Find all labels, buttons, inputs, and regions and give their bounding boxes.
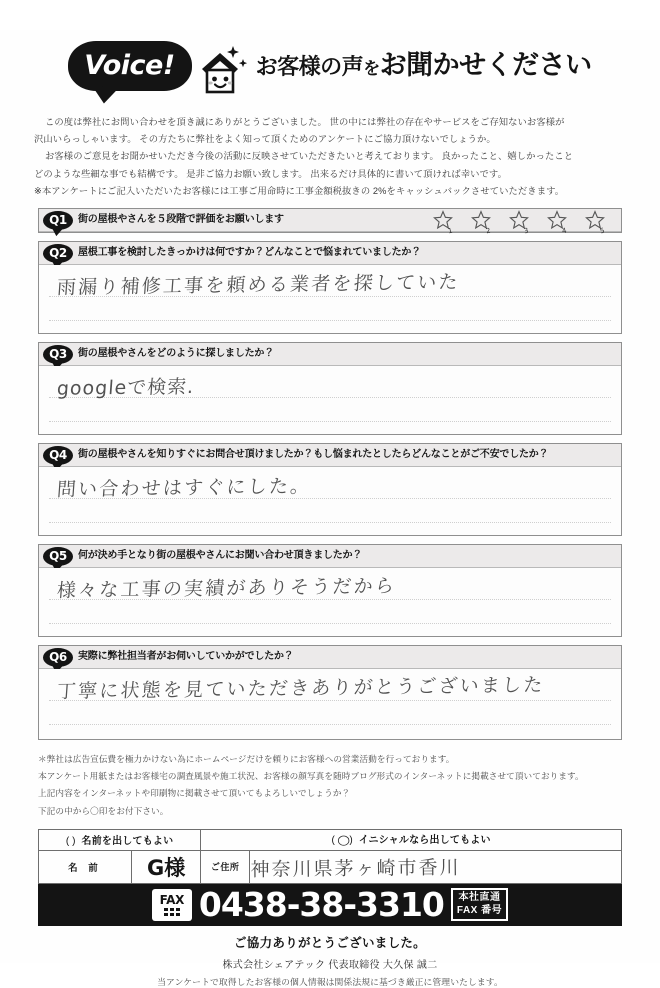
intro-line-5: ※本アンケートにご記入いただいたお客様には工事ご用命時に工事金額税抜きの 2%をキャッシュバックさせていただきます。 xyxy=(34,185,565,196)
consent-mark-initial: ○ xyxy=(336,833,351,849)
rating-star-number-4: 4 xyxy=(560,226,567,236)
logo-row xyxy=(0,30,660,102)
intro-line-2: 沢山いらっしゃいます。 その方たちに弊社をよく知って頂くためのアンケートにご協力頂けないでしょうか。 xyxy=(34,134,496,145)
question-title-q1: 街の屋根やさんを５段階で評価をお願いします xyxy=(78,213,284,225)
fax-tag-line-2: FAX 番号 xyxy=(456,904,503,916)
question-title-q5: 何が決め手となり街の屋根やさんにお聞い合わせ頂きましたか？ xyxy=(78,549,363,561)
rating-star-4[interactable] xyxy=(547,210,567,236)
note-line-4: 下記の中から〇印をお付下さい。 xyxy=(38,805,169,816)
question-title-q2: 屋根工事を検討したきっかけは何ですか？どんなことで悩まれていましたか？ xyxy=(78,246,421,258)
answer-rule xyxy=(49,421,611,422)
identity-table xyxy=(38,829,622,884)
question-block-q2 xyxy=(38,241,622,334)
address-field-value[interactable]: 神奈川県茅ヶ崎市香川 xyxy=(249,848,621,885)
answer-area-q5[interactable] xyxy=(39,568,621,636)
handwritten-answer-q6: 丁寧に状態を見ていただきありがとうございました xyxy=(56,673,546,703)
question-badge-q2: Q2 xyxy=(43,244,73,263)
answer-area-q6[interactable] xyxy=(39,669,621,739)
note-line-1: ＊弊社は広告宣伝費を極力かけない為にホームページだけを頼りにお客様への営業活動を行っております。 xyxy=(38,753,455,764)
fax-tag xyxy=(451,888,508,921)
consent-paren-close: ) xyxy=(349,835,356,847)
rating-star-2[interactable] xyxy=(471,210,491,236)
survey-page xyxy=(0,30,660,987)
smiling-house-icon xyxy=(196,43,250,95)
consent-option-initial[interactable] xyxy=(201,829,622,850)
handwritten-answer-q4: 問い合わせはすぐにした。 xyxy=(56,475,313,501)
answer-rule xyxy=(49,724,611,725)
note-line-2: 本アンケート用紙またはお客様宅の調査風景や施工状況、お客様の顔写真を随時ブログ形式のインターネットに掲載させて頂いております。 xyxy=(38,771,584,782)
question-header-q1 xyxy=(39,209,621,236)
consent-paren-open: ( xyxy=(331,835,338,847)
question-badge-q5: Q5 xyxy=(43,547,73,566)
answer-rule xyxy=(49,320,611,321)
consent-label-name: 名前を出してもよい xyxy=(81,836,174,848)
rating-star-number-2: 2 xyxy=(484,226,491,236)
name-field-value[interactable]: G様 xyxy=(132,850,201,883)
question-header-q2 xyxy=(39,242,621,265)
thanks-message: ご協力ありがとうございました。 xyxy=(233,935,426,950)
rating-star-number-5: 5 xyxy=(598,226,605,236)
question-badge-q4: Q4 xyxy=(43,446,73,465)
rating-star-3[interactable] xyxy=(509,210,529,236)
consent-label-initial: イニシャルなら出してもよい xyxy=(358,835,491,847)
intro-line-1: この度は弊社にお問い合わせを頂き誠にありがとうございました。 世の中には弊社の存在やサービスをご存知ないお客様が xyxy=(45,117,565,127)
rating-star-number-3: 3 xyxy=(522,226,529,236)
privacy-notice: 当アンケートで取得したお客様の個人情報は関係法規に基づき厳正に管理いたします。 xyxy=(157,976,503,987)
answer-area-q2[interactable] xyxy=(39,265,621,333)
question-block-q3 xyxy=(38,342,622,435)
voice-logo-bubble xyxy=(68,41,191,91)
fax-machine-icon xyxy=(152,889,192,921)
headline-particle: を xyxy=(363,58,380,79)
consent-paren-close: ) xyxy=(72,836,79,848)
page-title xyxy=(255,49,592,81)
answer-area-q4[interactable] xyxy=(39,467,621,535)
question-title-q3: 街の屋根やさんをどのように探しましたか？ xyxy=(78,347,274,359)
question-badge-q1: Q1 xyxy=(43,211,73,230)
fax-badge-text: FAX xyxy=(159,892,185,907)
question-header-q3 xyxy=(39,343,621,366)
question-badge-q3: Q3 xyxy=(43,345,73,364)
rating-stars-q1[interactable] xyxy=(433,210,615,236)
question-block-q5 xyxy=(38,544,622,637)
consent-option-name[interactable] xyxy=(39,829,201,850)
answer-rule xyxy=(49,623,611,624)
consent-paren-open: ( xyxy=(65,836,73,848)
page-header xyxy=(0,30,660,102)
voice-logo-text: Voice! xyxy=(84,50,175,81)
rating-star-1[interactable] xyxy=(433,210,453,236)
consent-row xyxy=(39,829,622,850)
fax-tag-line-1: 本社直通 xyxy=(458,892,501,904)
question-header-q6 xyxy=(39,646,621,669)
disclosure-notes xyxy=(38,751,622,820)
answer-rule xyxy=(49,522,611,523)
handwritten-answer-q5: 様々な工事の実績がありそうだから xyxy=(56,575,397,602)
intro-line-4: どのような些細な事でも結構です。 是非ご協力お願い致します。 出来るだけ具体的に書いて頂ければ幸いです。 xyxy=(34,168,507,179)
rating-star-number-1: 1 xyxy=(446,226,453,236)
question-badge-q6: Q6 xyxy=(43,648,73,667)
rating-star-5[interactable] xyxy=(585,210,605,236)
company-signature: 株式会社シェアテック 代表取締役 大久保 誠二 xyxy=(222,959,438,971)
headline-main: お客様の声 xyxy=(255,54,364,80)
note-line-3: 上記内容をインターネットや印刷物に掲載させて頂いてもよろしいでしょうか？ xyxy=(38,788,351,799)
address-field-label: ご住所 xyxy=(201,850,250,883)
headline-tail: お聞かせください xyxy=(379,49,592,81)
question-block-q1 xyxy=(38,208,622,236)
fax-number[interactable]: 0438-38-3310 xyxy=(198,885,444,925)
question-block-q4 xyxy=(38,443,622,536)
question-header-q4 xyxy=(39,444,621,467)
intro-paragraph xyxy=(34,114,626,200)
answer-area-q3[interactable] xyxy=(39,366,621,434)
fax-bar xyxy=(38,884,622,926)
question-header-q5 xyxy=(39,545,621,568)
intro-line-3: お客様のご意見をお聞かせいただき今後の活動に反映させていただきたいと考えております。 良かったこと、嬉しかったこと xyxy=(45,151,574,162)
question-title-q4: 街の屋根やさんを知りすぐにお問合せ頂けましたか？もし悩まれたとしたらどんなことがご不安でしたか？ xyxy=(78,448,549,460)
identity-row xyxy=(39,850,622,883)
fax-dot-grid xyxy=(164,908,180,916)
closing-block xyxy=(0,933,660,988)
question-block-q6 xyxy=(38,645,622,740)
handwritten-answer-q3: googleで検索. xyxy=(56,375,196,400)
question-title-q6: 実際に弊社担当者がお伺いしていかがでしたか？ xyxy=(78,650,294,662)
handwritten-answer-q2: 雨漏り補修工事を頼める業者を探していた xyxy=(56,271,461,299)
name-field-label: 名 前 xyxy=(39,850,132,883)
